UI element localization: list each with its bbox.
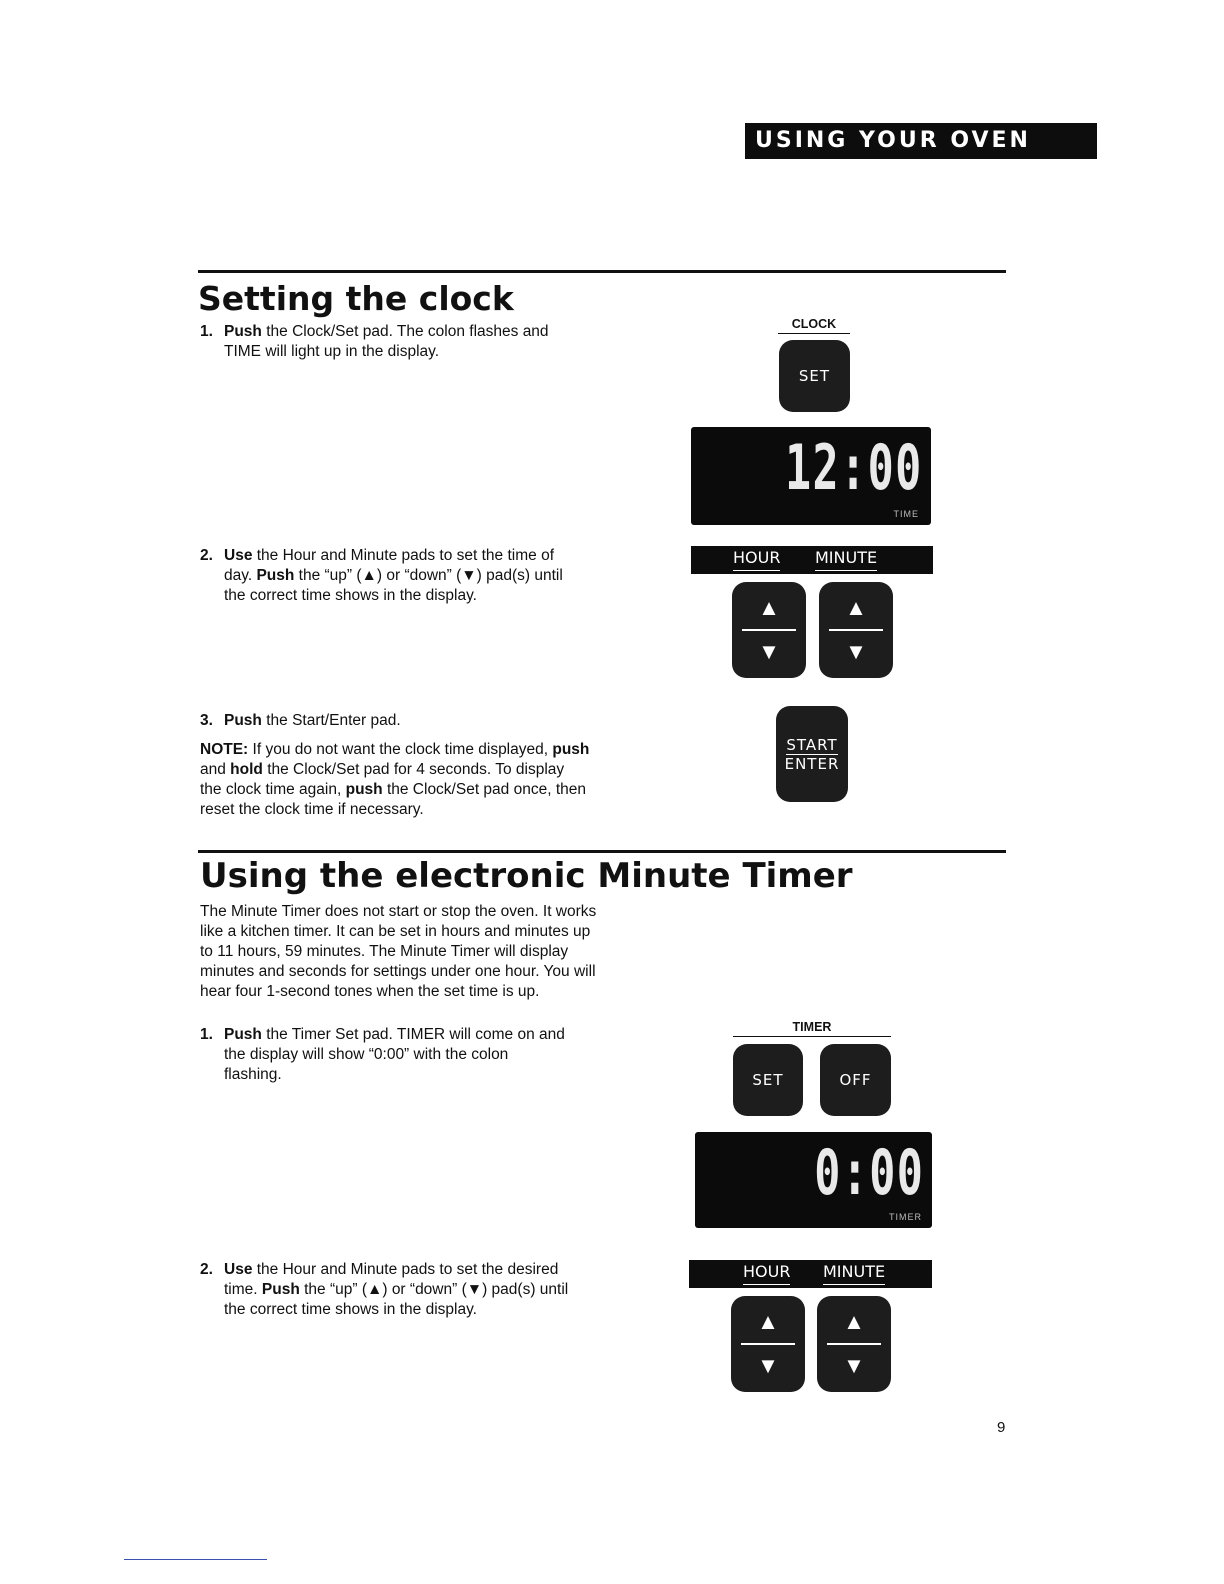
step-verb: Push: [224, 1026, 262, 1043]
note-text: If you do not want the clock time displayed,: [248, 741, 553, 758]
step-number: 2.: [200, 1261, 213, 1278]
clock-section-title: Setting the clock: [198, 279, 514, 318]
timer-display: [695, 1132, 932, 1228]
hour-pad: [731, 1296, 805, 1392]
timer-step-1: [200, 1025, 570, 1085]
timer-step-2: [200, 1260, 570, 1320]
step-number: 2.: [200, 547, 213, 564]
pad-divider: [827, 1343, 881, 1345]
timer-display-label: TIMER: [889, 1212, 922, 1222]
minute-label: MINUTE: [823, 1260, 885, 1285]
hour-minute-bar: [689, 1260, 932, 1288]
section-rule: [198, 850, 1006, 853]
note-text: the Clock/Set pad once, then reset the clock time if necessary.: [200, 781, 586, 818]
minute-pad: [817, 1296, 891, 1392]
minute-down-button[interactable]: ▼: [843, 1353, 865, 1378]
hour-up-button[interactable]: ▲: [757, 1309, 779, 1334]
step-text: the Timer Set pad. TIMER will come on and the display will show “0:00” with the colon flashing.: [224, 1026, 565, 1083]
step-number: 3.: [200, 712, 213, 729]
note-bold: push: [345, 781, 383, 798]
clock-display-label: TIME: [893, 509, 919, 519]
timer-set-button[interactable]: SET: [733, 1044, 803, 1116]
step-text: the Hour and Minute pads to set the desired time.: [224, 1261, 559, 1298]
timer-display-digits: 0:00: [813, 1136, 924, 1209]
clock-note: [200, 740, 590, 820]
pad-divider: [741, 1343, 795, 1345]
pad-divider: [742, 629, 796, 631]
minute-up-button[interactable]: ▲: [845, 595, 867, 620]
step-text-2: the “up” (▲) or “down” (▼) pad(s) until the correct time shows in the display.: [224, 567, 563, 604]
section-banner: USING YOUR OVEN: [745, 123, 1097, 159]
section-rule: [198, 270, 1006, 273]
timer-section-title: Using the electronic Minute Timer: [200, 856, 853, 896]
hour-up-button[interactable]: ▲: [758, 595, 780, 620]
minute-label: MINUTE: [815, 546, 877, 571]
clock-display-digits: 12:00: [785, 431, 923, 504]
step-verb: Push: [224, 323, 262, 340]
footer-line: [124, 1559, 267, 1560]
note-text: and: [200, 761, 231, 778]
step-text: the Hour and Minute pads to set the time of day.: [224, 547, 554, 584]
step-verb-2: Push: [261, 1281, 300, 1298]
timer-pad-label: TIMER: [733, 1020, 891, 1037]
page-number: 9: [997, 1419, 1006, 1436]
note-bold: push: [552, 741, 590, 758]
step-verb: Push: [224, 712, 262, 729]
step-number: 1.: [200, 1026, 213, 1043]
minute-down-button[interactable]: ▼: [845, 639, 867, 664]
minute-pad: [819, 582, 893, 678]
hour-label: HOUR: [743, 1260, 790, 1285]
timer-off-button[interactable]: OFF: [820, 1044, 891, 1116]
step-verb: Use: [224, 547, 253, 564]
hour-minute-bar: [691, 546, 933, 574]
hour-label: HOUR: [733, 546, 780, 571]
clock-set-button[interactable]: SET: [779, 340, 850, 412]
hour-pad: [732, 582, 806, 678]
step-verb: Use: [224, 1261, 253, 1278]
enter-label: ENTER: [784, 754, 840, 773]
timer-intro: The Minute Timer does not start or stop the oven. It works like a kitchen timer. It can be set in hours and minutes up to 11 hours, 59 minutes. The Minute Timer will display minutes and seconds for settings under one hour. You will hear four 1-second tones when the set time is up.: [200, 903, 597, 1000]
note-label: NOTE:: [200, 741, 249, 758]
step-text: the Clock/Set pad. The colon flashes and TIME will light up in the display.: [224, 323, 549, 360]
start-label: START: [786, 735, 838, 754]
minute-up-button[interactable]: ▲: [843, 1309, 865, 1334]
step-text-2: the “up” (▲) or “down” (▼) pad(s) until the correct time shows in the display.: [224, 1281, 569, 1318]
step-number: 1.: [200, 323, 213, 340]
start-enter-button[interactable]: [776, 706, 848, 802]
hour-down-button[interactable]: ▼: [758, 639, 780, 664]
clock-pad-label: CLOCK: [778, 317, 850, 334]
note-bold: hold: [230, 761, 263, 778]
clock-display: [691, 427, 931, 525]
clock-step-2: [200, 546, 570, 606]
step-text: the Start/Enter pad.: [261, 712, 401, 729]
pad-divider: [829, 629, 883, 631]
step-verb-2: Push: [256, 567, 295, 584]
note-text: the Clock/Set pad for 4 seconds. To display the clock time again,: [200, 761, 565, 798]
clock-step-1: [200, 322, 570, 362]
hour-down-button[interactable]: ▼: [757, 1353, 779, 1378]
clock-step-3: [200, 711, 570, 731]
